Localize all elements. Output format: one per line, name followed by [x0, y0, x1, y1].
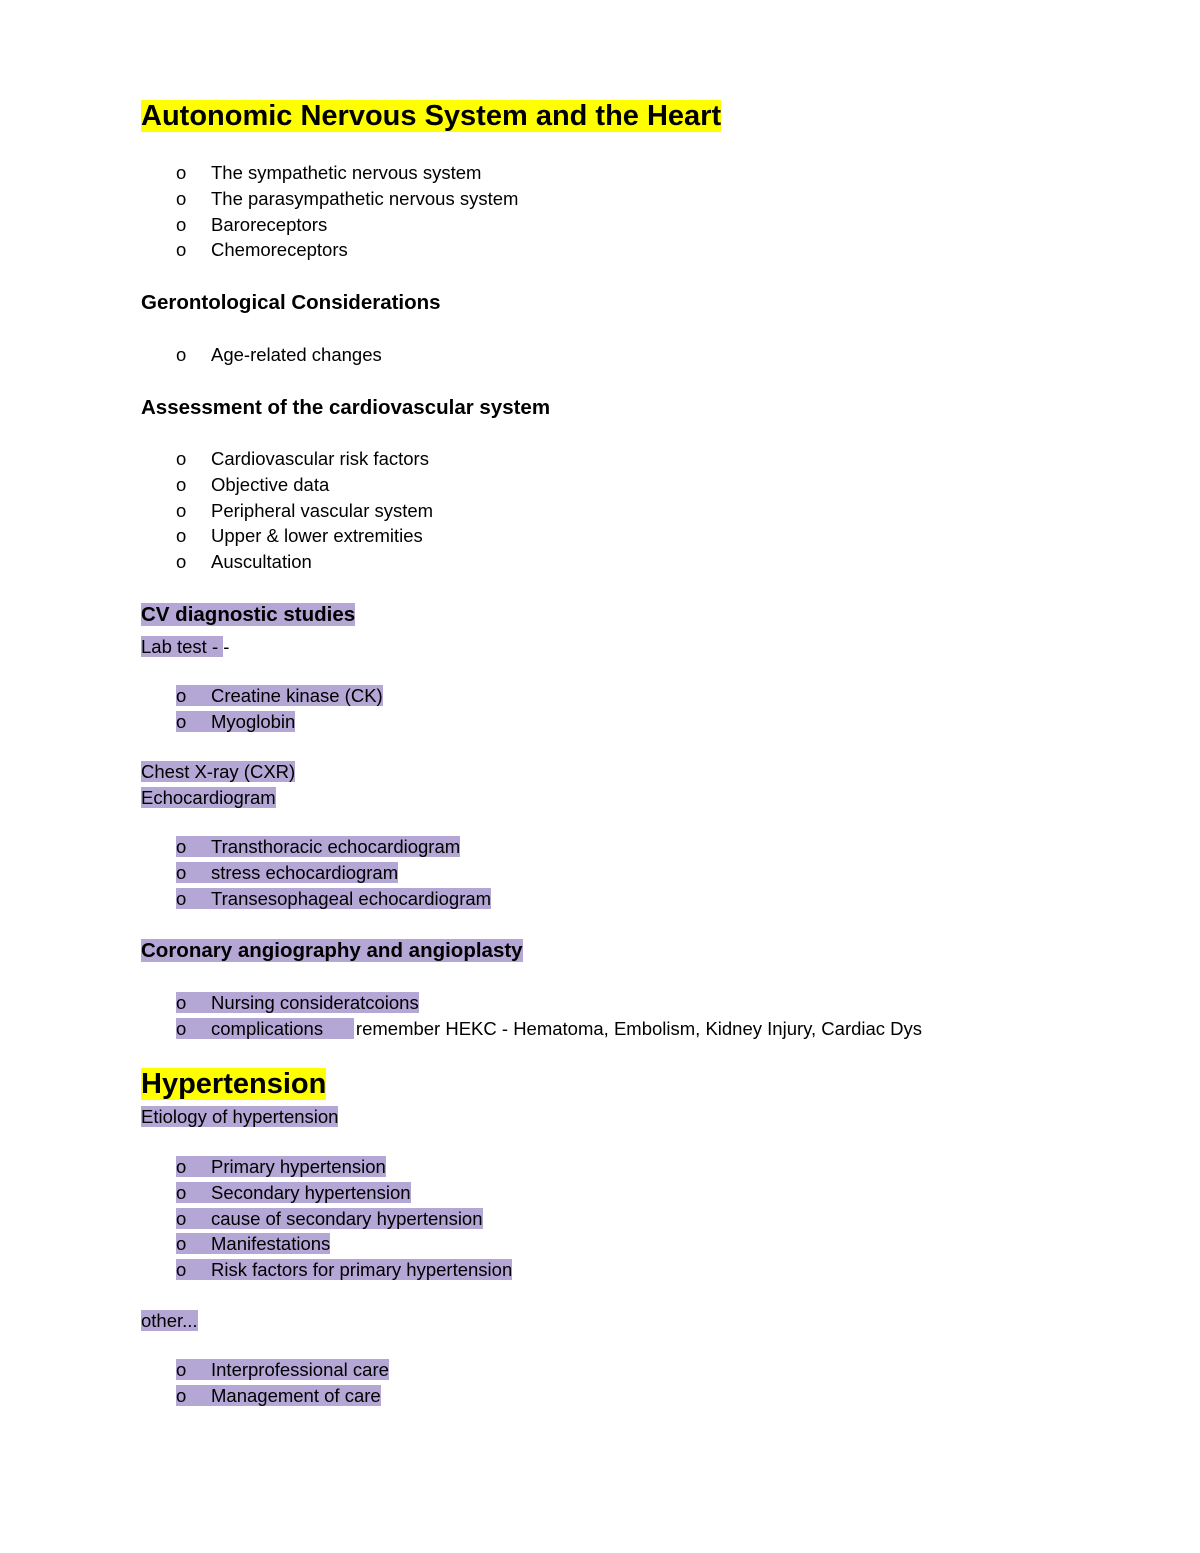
bullet-icon: o [176, 861, 187, 883]
bullet-icon: o [176, 239, 187, 261]
list-item: o Management of care [176, 1383, 389, 1409]
list-item: o Upper & lower extremities [176, 523, 433, 549]
bullet-icon: o [176, 1359, 187, 1380]
bullet-icon: o [176, 448, 187, 469]
heading-hypertension: Hypertension [141, 1068, 327, 1100]
heading-ans-text: Autonomic Nervous System and the Heart [141, 100, 722, 132]
list-item: o stress echocardiogram [176, 860, 491, 886]
list-item: o complications remember HEKC - Hematoma, Embolism, Kidney Injury, Cardiac Dys [176, 1016, 922, 1042]
list-assessment [176, 446, 433, 575]
list-echo [176, 834, 491, 911]
list-item: o Transesophageal echocardiogram [176, 886, 491, 912]
bullet-icon: o [176, 992, 187, 1013]
list-item: o Baroreceptors [176, 212, 518, 238]
bullet-icon: o [176, 1207, 187, 1229]
bullet-icon: o [176, 1384, 187, 1406]
heading-ans [141, 99, 721, 133]
bullet-icon: o [176, 551, 187, 573]
bullet-icon: o [176, 525, 187, 547]
list-item: o The sympathetic nervous system [176, 160, 518, 186]
list-item: o Transthoracic echocardiogram [176, 834, 491, 860]
bullet-icon: o [176, 344, 187, 365]
list-item: o Manifestations [176, 1231, 512, 1257]
bullet-icon: o [176, 836, 187, 857]
heading-gero: Gerontological Considerations [141, 291, 441, 314]
bullet-icon: o [176, 187, 187, 209]
heading-assessment: Assessment of the cardiovascular system [141, 396, 551, 419]
list-item: o The parasympathetic nervous system [176, 186, 518, 212]
list-hypertension [176, 1154, 512, 1283]
bullet-icon: o [176, 710, 187, 732]
bullet-icon: o [176, 887, 187, 909]
list-item: o Nursing consideratcoions [176, 990, 922, 1016]
bullet-icon: o [176, 1017, 187, 1039]
list-item: o Chemoreceptors [176, 237, 518, 263]
list-gero [176, 342, 382, 368]
lab-test-line: Lab test - - [141, 636, 230, 657]
heading-coronary: Coronary angiography and angioplasty [141, 939, 523, 962]
bullet-icon: o [176, 1233, 187, 1255]
list-item: o Myoglobin [176, 709, 383, 735]
list-lab-tests [176, 683, 383, 735]
list-item: o Auscultation [176, 549, 433, 575]
list-item: o Cardiovascular risk factors [176, 446, 433, 472]
bullet-icon: o [176, 685, 187, 706]
chest-xray-line: Chest X-ray (CXR) [141, 761, 296, 782]
echocardiogram-line: Echocardiogram [141, 787, 276, 808]
bullet-icon: o [176, 1259, 187, 1281]
bullet-icon: o [176, 1181, 187, 1203]
list-item: o Peripheral vascular system [176, 498, 433, 524]
bullet-icon: o [176, 473, 187, 495]
list-item: o cause of secondary hypertension [176, 1206, 512, 1232]
other-line: other... [141, 1310, 198, 1331]
heading-cv-diagnostic: CV diagnostic studies [141, 603, 356, 626]
list-ans [176, 160, 518, 263]
list-other [176, 1357, 389, 1409]
bullet-icon: o [176, 213, 187, 235]
etiology-line: Etiology of hypertension [141, 1106, 339, 1127]
bullet-icon: o [176, 499, 187, 521]
list-coronary [176, 990, 922, 1042]
bullet-icon: o [176, 1156, 187, 1177]
list-item: o Primary hypertension [176, 1154, 512, 1180]
list-item: o Objective data [176, 472, 433, 498]
list-item: o Interprofessional care [176, 1357, 389, 1383]
bullet-icon: o [176, 162, 187, 183]
list-item: o Creatine kinase (CK) [176, 683, 383, 709]
list-item: o Secondary hypertension [176, 1180, 512, 1206]
list-item: o Age-related changes [176, 342, 382, 368]
complications-note: remember HEKC - Hematoma, Embolism, Kidney Injury, Cardiac Dys [355, 1017, 923, 1039]
list-item: o Risk factors for primary hypertension [176, 1257, 512, 1283]
